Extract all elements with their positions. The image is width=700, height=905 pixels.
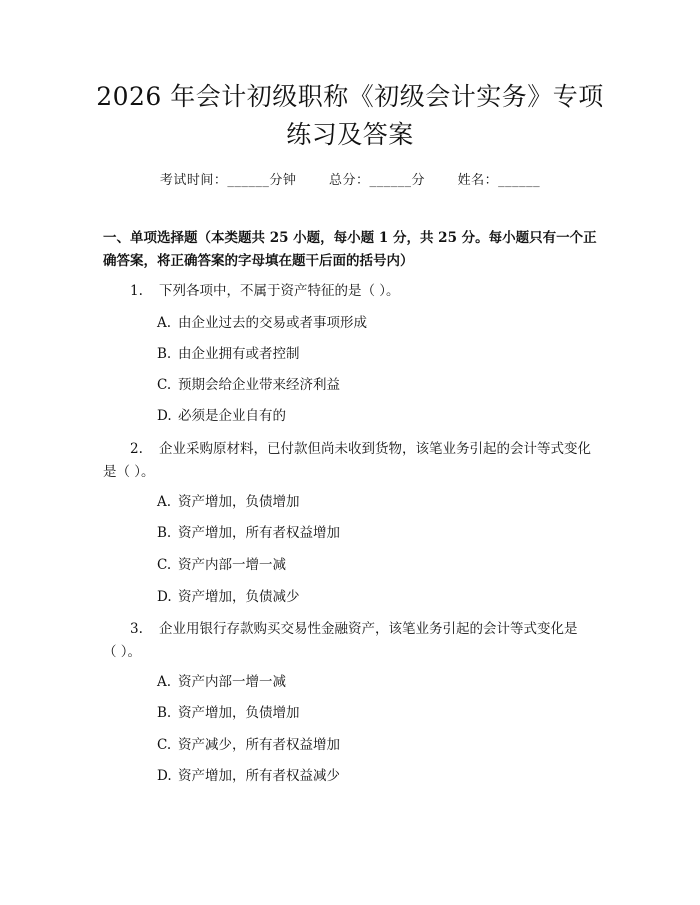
option-text: 资产增加，负债减少 bbox=[178, 589, 300, 605]
option-3c bbox=[157, 735, 340, 755]
section-heading bbox=[103, 227, 603, 273]
question-text-continued: （ ）。 bbox=[103, 644, 142, 660]
option-1c bbox=[157, 375, 340, 395]
option-text: 资产增加，所有者权益减少 bbox=[178, 768, 340, 784]
option-text: 预期会给企业带来经济利益 bbox=[178, 377, 340, 393]
option-letter: D. bbox=[157, 768, 172, 784]
exam-name: 姓名：______ bbox=[457, 173, 541, 188]
option-letter: D. bbox=[157, 589, 172, 605]
question-number: 1. bbox=[130, 283, 143, 299]
option-text: 资产内部一增一减 bbox=[178, 674, 286, 690]
option-2c bbox=[157, 555, 286, 575]
option-2d bbox=[157, 587, 300, 607]
option-text: 必须是企业自有的 bbox=[178, 408, 286, 424]
section-heading-line-1: 一、单项选择题（本类题共 25 小题，每小题 1 分，共 25 分。每小题只有一个正 bbox=[103, 230, 597, 246]
question-number: 2. bbox=[130, 441, 143, 457]
section-heading-line-2: 确答案，将正确答案的字母填在题干后面的括号内） bbox=[103, 253, 414, 269]
option-letter: B. bbox=[157, 525, 172, 541]
option-2b bbox=[157, 523, 340, 543]
question-2 bbox=[103, 438, 603, 484]
option-letter: B. bbox=[157, 705, 172, 721]
title-line-2: 练习及答案 bbox=[286, 120, 414, 149]
option-1d bbox=[157, 406, 286, 426]
option-1a bbox=[157, 313, 367, 333]
question-text: 企业用银行存款购买交易性金融资产，该笔业务引起的会计等式变化是 bbox=[159, 621, 578, 637]
option-text: 由企业过去的交易或者事项形成 bbox=[178, 315, 367, 331]
option-letter: C. bbox=[157, 557, 172, 573]
option-letter: D. bbox=[157, 408, 172, 424]
option-letter: C. bbox=[157, 737, 172, 753]
question-text: 企业采购原材料，已付款但尚未收到货物，该笔业务引起的会计等式变化 bbox=[159, 441, 591, 457]
option-2a bbox=[157, 492, 300, 512]
question-3 bbox=[103, 618, 603, 664]
option-3b bbox=[157, 703, 300, 723]
question-text: 下列各项中，不属于资产特征的是（ ）。 bbox=[159, 283, 400, 299]
question-number: 3. bbox=[130, 621, 143, 637]
option-letter: B. bbox=[157, 346, 172, 362]
option-text: 资产增加，负债增加 bbox=[178, 705, 300, 721]
document-title bbox=[0, 78, 700, 154]
option-letter: A. bbox=[157, 674, 172, 690]
option-letter: C. bbox=[157, 377, 172, 393]
option-3d bbox=[157, 766, 340, 786]
option-letter: A. bbox=[157, 494, 172, 510]
option-text: 资产增加，负债增加 bbox=[178, 494, 300, 510]
option-text: 资产减少，所有者权益增加 bbox=[178, 737, 340, 753]
exam-meta bbox=[0, 169, 700, 188]
option-text: 资产内部一增一减 bbox=[178, 557, 286, 573]
question-text-continued: 是（ ）。 bbox=[103, 464, 155, 480]
option-text: 由企业拥有或者控制 bbox=[178, 346, 300, 362]
option-1b bbox=[157, 344, 300, 364]
title-line-1: 2026 年会计初级职称《初级会计实务》专项 bbox=[96, 82, 604, 111]
option-3a bbox=[157, 672, 286, 692]
exam-score: 总分：______分 bbox=[328, 173, 425, 188]
exam-time: 考试时间：______分钟 bbox=[159, 173, 297, 188]
option-letter: A. bbox=[157, 315, 172, 331]
option-text: 资产增加，所有者权益增加 bbox=[178, 525, 340, 541]
question-1 bbox=[103, 280, 603, 303]
